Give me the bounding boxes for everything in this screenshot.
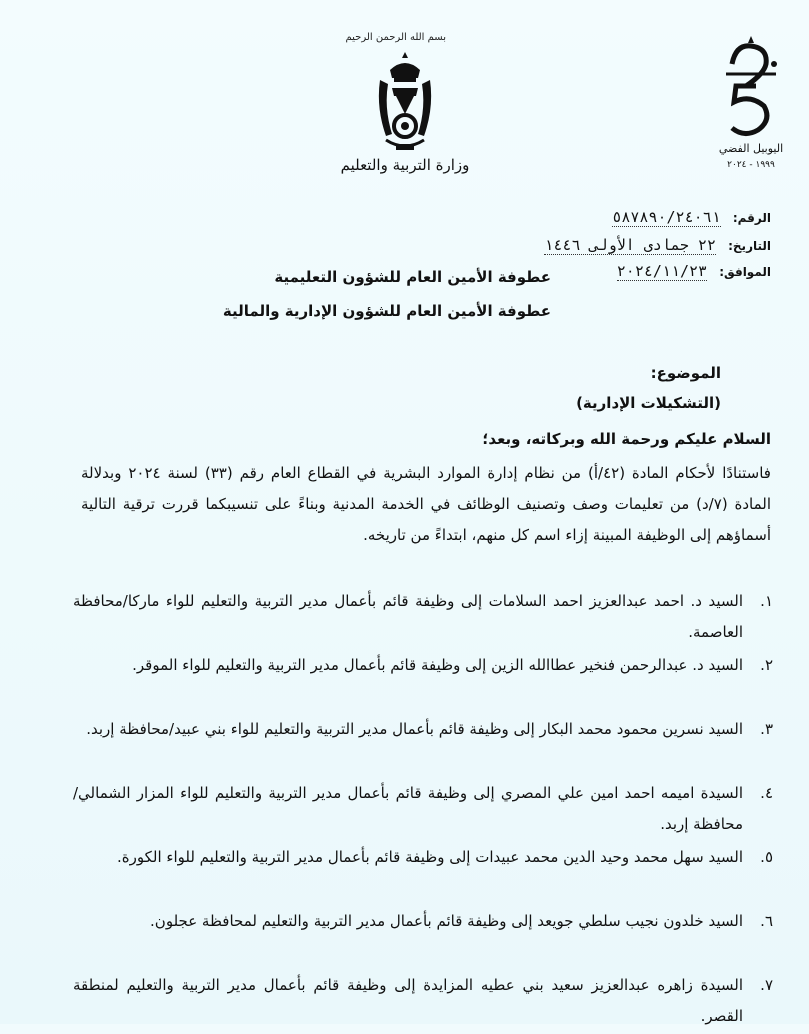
- list-item-text: السيدة اميمه احمد امين علي المصري إلى وظيفة قائم بأعمال مدير التربية والتعليم للواء المزار الشمالي/محافظة إربد.: [73, 784, 743, 833]
- list-item-text: السيد خلدون نجيب سلطي جويعد إلى وظيفة قائم بأعمال مدير التربية والتعليم لمحافظة عجلون.: [150, 912, 743, 930]
- jubilee-text: اليوبيل الفضي: [718, 142, 784, 155]
- reference-date-label: التاريخ:: [728, 239, 771, 253]
- reference-gregorian-value: ٢٠٢٤/١١/٢٣: [616, 262, 708, 280]
- subject-label: الموضوع:: [650, 364, 721, 382]
- addressee-line: عطوفة الأمين العام للشؤون الإدارية والمالية: [222, 302, 551, 320]
- subject-value: (التشكيلات الإدارية): [576, 394, 721, 412]
- list-item-number: ٢.: [760, 656, 773, 674]
- reference-number-value: ٥٨٧٨٩٠/٢٤٠٦١: [612, 208, 721, 226]
- list-item-number: ٥.: [760, 848, 773, 866]
- reference-number-label: الرقم:: [732, 211, 771, 225]
- basmala-text: بسم الله الرحمن الرحيم: [345, 32, 446, 43]
- reference-date-value: ٢٢ جمادى الأولى ١٤٤٦: [544, 236, 716, 254]
- greeting: السلام عليكم ورحمة الله وبركاته، وبعد؛: [482, 430, 771, 448]
- appointments-list: [73, 586, 773, 1034]
- list-item-number: ١.: [760, 592, 773, 610]
- list-item: [73, 778, 773, 842]
- list-item: [73, 970, 773, 1034]
- reference-date: [544, 236, 771, 254]
- reference-gregorian: [617, 262, 771, 280]
- jordan-coat-of-arms-icon: [372, 48, 438, 156]
- list-item: [73, 906, 773, 970]
- jubilee-logo: [706, 34, 796, 184]
- list-item-number: ٣.: [760, 720, 773, 738]
- list-item-number: ٦.: [760, 912, 773, 930]
- reference-number: [612, 208, 771, 226]
- list-item-number: ٧.: [760, 976, 773, 994]
- list-item: [73, 650, 773, 714]
- list-item-text: السيد د. احمد عبدالعزيز احمد السلامات إلى وظيفة قائم بأعمال مدير التربية والتعليم للواء ماركا/محافظة العاصمة.: [73, 592, 743, 641]
- list-item: [73, 714, 773, 778]
- body-paragraph: فاستنادًا لأحكام المادة (٤٢/أ) من نظام إدارة الموارد البشرية في القطاع العام رقم (٣٣) لسنة ٢٠٢٤ وبدلالة المادة (٧/د) من تعليمات وصف وتصنيف الوظائف في الخدمة المدنية وبناءً على تنسيبكما قررت ترقية التالية أسماؤهم إلى الوظيفة المبينة إزاء اسم كل منهم، ابتداءً من تاريخه.: [81, 464, 772, 544]
- list-item-text: السيد نسرين محمود محمد البكار إلى وظيفة قائم بأعمال مدير التربية والتعليم للواء بني عبيد/محافظة إربد.: [86, 720, 743, 738]
- reference-gregorian-label: الموافق:: [719, 265, 771, 279]
- addressee-line: عطوفة الأمين العام للشؤون التعليمية: [274, 268, 551, 286]
- letterhead: [330, 28, 480, 183]
- jubilee-years: ١٩٩٩ - ٢٠٢٤: [727, 160, 775, 170]
- list-item-number: ٤.: [760, 784, 773, 802]
- list-item-text: السيد سهل محمد وحيد الدين محمد عبيدات إلى وظيفة قائم بأعمال مدير التربية والتعليم للواء الكورة.: [116, 848, 743, 866]
- list-item-text: السيدة زاهره عبدالعزيز سعيد بني عطيه المزايدة إلى وظيفة قائم بأعمال مدير التربية والتعليم لمنطقة القصر.: [73, 976, 743, 1025]
- silver-jubilee-25-logo-icon: [706, 34, 796, 140]
- list-item: [73, 842, 773, 906]
- list-item-text: السيد د. عبدالرحمن فنخير عطاالله الزين إلى وظيفة قائم بأعمال مدير التربية والتعليم للواء الموقر.: [132, 656, 743, 674]
- list-item: [73, 586, 773, 650]
- ministry-name: وزارة التربية والتعليم: [340, 156, 470, 174]
